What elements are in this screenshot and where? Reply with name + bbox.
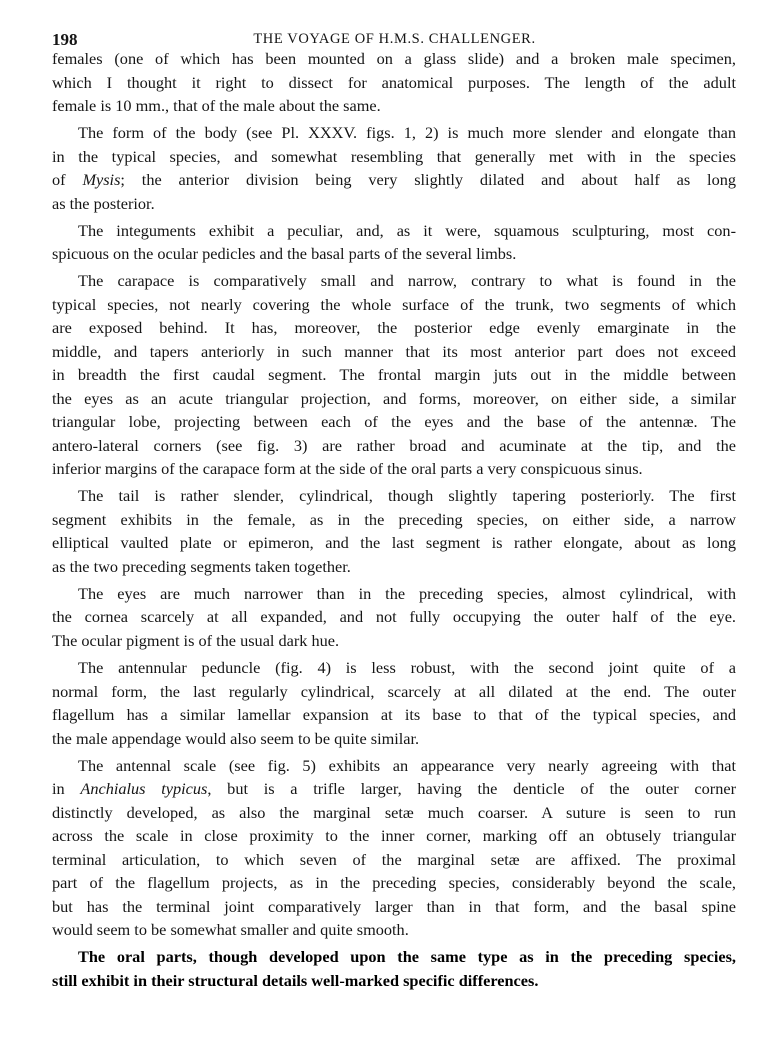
text-line: part of the flagellum projects, as in the preceding species, considerably beyond the scale, [52,873,736,893]
text-line: The form of the body (see Pl. XXXV. figs. 1, 2) is much more slender and elongate than [78,123,736,143]
text-line: across the scale in close proximity to the inner corner, marking off an obtusely triangular [52,826,736,846]
text-line: flagellum has a similar lamellar expansion at its base to that of the typical species, and [52,705,736,725]
body-text [52,47,736,996]
text-line: The eyes are much narrower than in the preceding species, almost cylindrical, with [78,583,736,603]
text-line: The antennal scale (see fig. 5) exhibits an appearance very nearly agreeing with that [78,755,736,775]
text-line: as the two preceding segments taken together. [52,556,351,576]
text-line: would seem to be somewhat smaller and quite smooth. [52,920,409,940]
text-line: terminal articulation, to which seven of the marginal setæ are affixed. The proximal [52,849,736,869]
text-line: The integuments exhibit a peculiar, and, as it were, squamous sculpturing, most con- [78,220,736,240]
text-line: the cornea scarcely at all expanded, and not fully occupying the outer half of the eye. [52,607,736,627]
text-line: but has the terminal joint comparatively larger than in that form, and the basal spine [52,896,736,916]
italic-taxon-name: Anchialus typicus [80,779,208,799]
text-line: distinctly developed, as also the marginal setæ much coarser. A suture is seen to run [52,802,736,822]
text-line: are exposed behind. It has, moreover, the posterior edge evenly emarginate in the [52,318,736,338]
text-segment: in [52,779,81,799]
text-line: antero-lateral corners (see fig. 3) are rather broad and acuminate at the tip, and the [52,435,736,455]
text-line: in breadth the first caudal segment. The frontal margin juts out in the middle between [52,365,736,385]
text-segment: , but is a trifle larger, having the denticle of the outer corner [207,779,736,799]
italic-taxon-name: Mysis [82,170,121,190]
paragraph [52,656,736,750]
paragraph [52,219,736,266]
paragraph [52,47,736,118]
text-line: normal form, the last regularly cylindrical, scarcely at all dilated at the end. The outer [52,681,736,701]
text-line: The carapace is comparatively small and narrow, contrary to what is found in the [78,271,736,291]
paragraph [52,945,736,992]
text-line: elliptical vaulted plate or epimeron, and the last segment is rather elongate, about as long [52,533,736,553]
text-line: the eyes as an acute triangular projection, and forms, moreover, on either side, a similar [52,388,736,408]
text-line: still exhibit in their structural details well-marked specific differences. [52,970,539,990]
text-line [52,777,736,801]
text-line: typical species, not nearly covering the whole surface of the trunk, two segments of which [52,294,736,314]
page-number: 198 [52,30,78,49]
text-line: middle, and tapers anteriorly in such manner that its most anterior part does not exceed [52,341,736,361]
text-line: the male appendage would also seem to be quite similar. [52,728,420,748]
text-line: in the typical species, and somewhat resembling that generally met with in the species [52,146,736,166]
paragraph [52,582,736,653]
text-line: segment exhibits in the female, as in the preceding species, on either side, a narrow [52,509,736,529]
text-line: which I thought it right to dissect for anatomical purposes. The length of the adult [52,72,736,92]
text-line: spicuous on the ocular pedicles and the basal parts of the several limbs. [52,244,517,264]
text-segment: ; the anterior division being very slightly dilated and about half as long [120,170,737,190]
text-line: females (one of which has been mounted on a glass slide) and a broken male specimen, [52,49,736,68]
text-line: The tail is rather slender, cylindrical, though slightly tapering posteriorly. The first [78,486,736,506]
text-line: inferior margins of the carapace form at the side of the oral parts a very conspicuous sinus. [52,459,643,479]
text-segment: of [52,170,83,190]
text-line: triangular lobe, projecting between each of the eyes and the base of the antennæ. The [52,412,736,432]
paragraph [52,269,736,481]
paragraph [52,121,736,215]
paragraph [52,754,736,942]
paragraph [52,484,736,578]
text-line: The ocular pigment is of the usual dark hue. [52,630,340,650]
running-title: THE VOYAGE OF H.M.S. CHALLENGER. [253,31,536,47]
text-line: The antennular peduncle (fig. 4) is less robust, with the second joint quite of a [78,658,736,678]
text-line: female is 10 mm., that of the male about the same. [52,96,381,115]
text-line [52,168,736,192]
text-line: The oral parts, though developed upon the same type as in the preceding species, [78,947,736,967]
text-line: as the posterior. [52,193,155,213]
